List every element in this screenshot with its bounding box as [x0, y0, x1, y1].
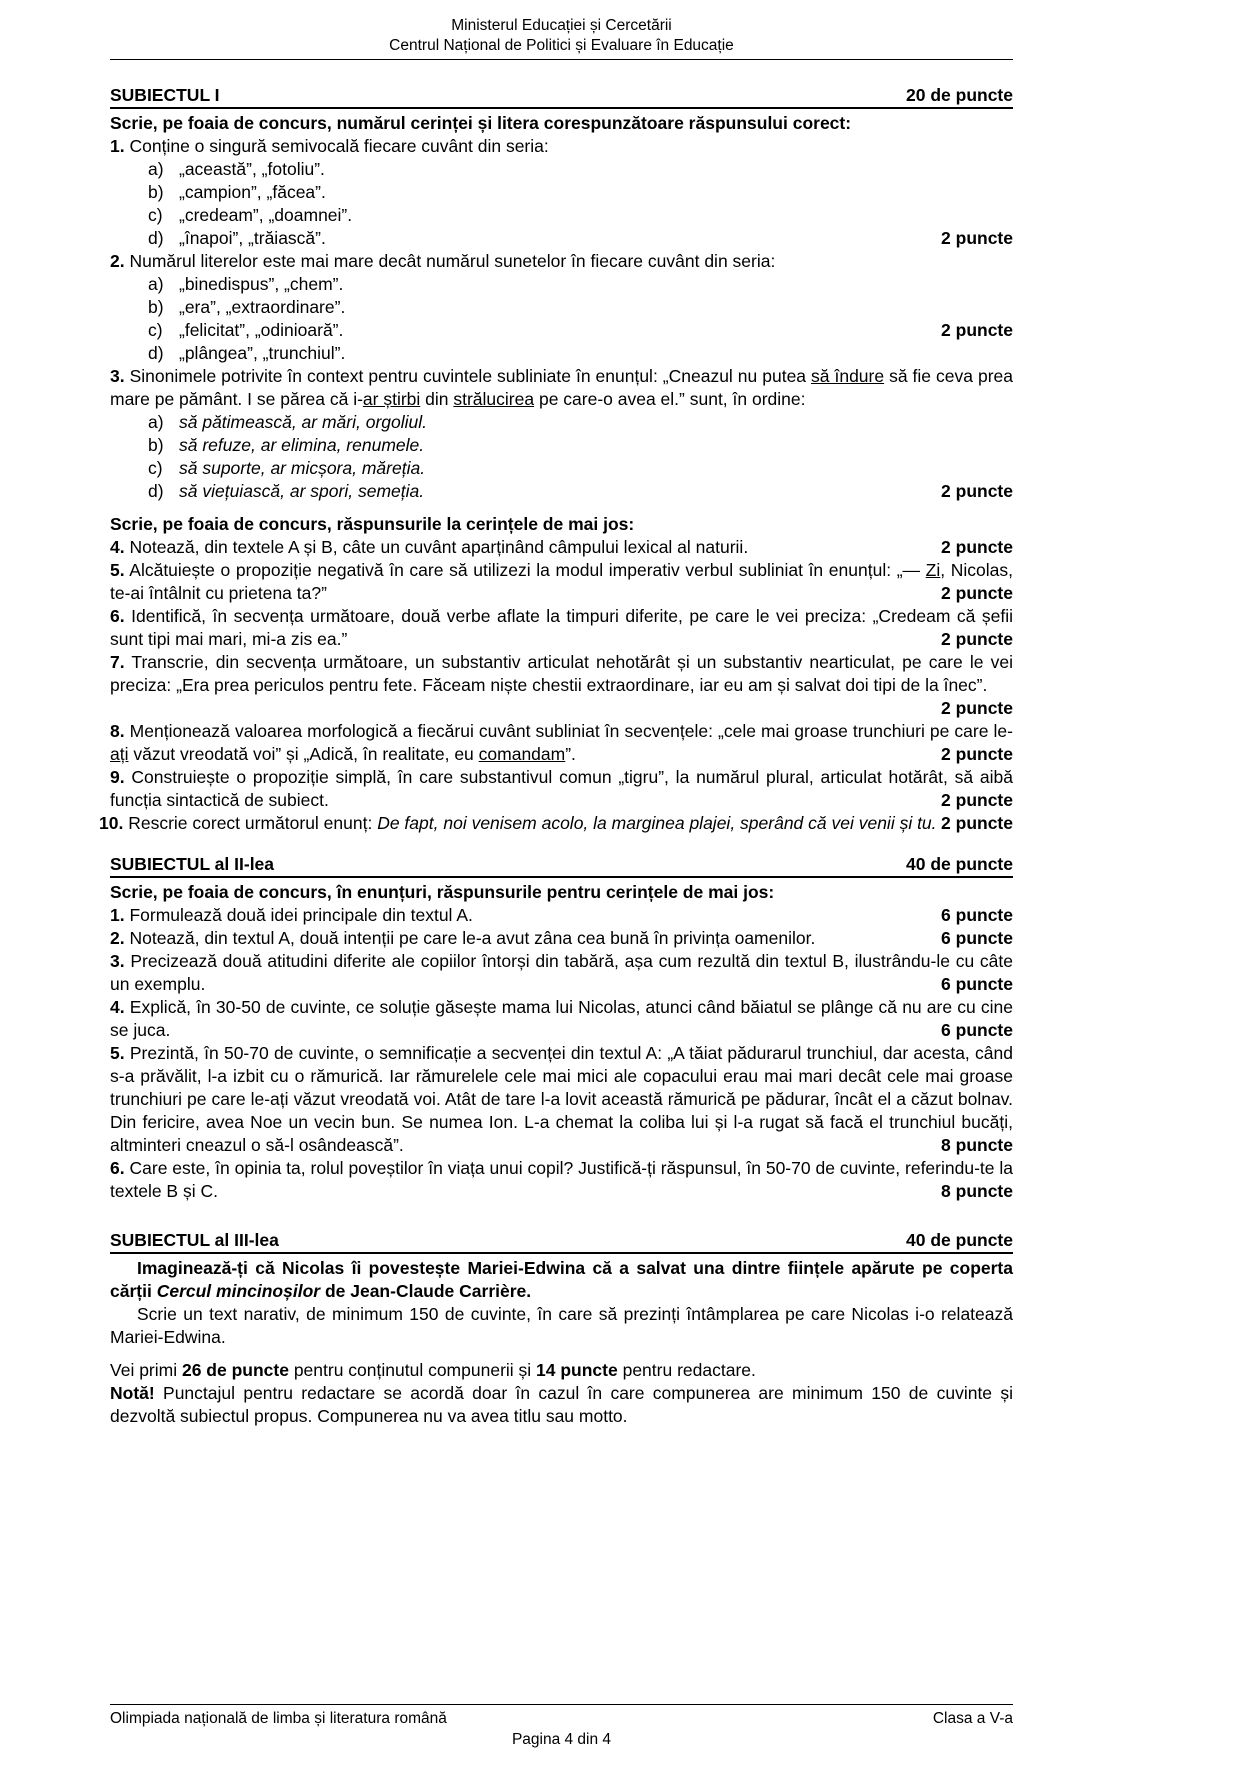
header-center-line: Centrul Național de Politici și Evaluare în Educație: [389, 37, 734, 54]
text-segment: ”.: [565, 744, 576, 764]
question-item: [110, 651, 1013, 720]
option-letter: a): [148, 159, 164, 179]
text-segment: Formulează două idei principale din textul A.: [129, 905, 473, 925]
text-segment: Alcătuiește o propoziție negativă în care să utilizezi la modul imperativ verbul subliniat în enunțul: „—: [129, 560, 926, 580]
option-letter: c): [148, 205, 163, 225]
spacer: [110, 835, 1013, 853]
text-segment: Scrie, pe foaia de concurs, în enunțuri, răspunsurile pentru cerințele de mai jos:: [110, 882, 775, 902]
underlined-text-segment: ați: [110, 744, 129, 764]
text-segment: Construiește o propoziție simplă, în care substantivul comun „tigru”, la numărul plural, articulat hotărât, să aibă funcția sintactică de subiect.: [110, 767, 1013, 810]
text-segment: „înapoi”, „trăiască”.: [179, 228, 326, 248]
spacer: [110, 1203, 1013, 1229]
text-segment: pe care-o avea el.” sunt, în ordine:: [534, 389, 806, 409]
text-segment: Care este, în opinia ta, rolul poveștilor în viața unui copil? Justifică-ți răspunsul, în 50-70 de cuvinte, referindu-te la textele B și C.: [110, 1158, 1013, 1201]
item-number: 6.: [110, 1158, 125, 1178]
answer-option: [110, 273, 1013, 296]
points-label: 2 puncte: [941, 481, 1013, 501]
text-segment: Imaginează-ți că Nicolas îi povestește Mariei-Edwina că a salvat una dintre ființele apărute pe coperta cărții: [110, 1258, 1013, 1301]
points-label: 6 puncte: [941, 905, 1013, 925]
text-segment: să suporte, ar micșora, măreția.: [179, 458, 426, 478]
text-segment: „binedispus”, „chem”.: [179, 274, 344, 294]
points-label: 2 puncte: [941, 629, 1013, 649]
question-item: [110, 536, 1013, 559]
item-number: 8.: [110, 721, 125, 741]
answer-option: [110, 480, 1013, 503]
option-letter: b): [148, 182, 164, 202]
question-item: [110, 135, 1013, 158]
underlined-text-segment: strălucirea: [453, 389, 535, 409]
section-heading: [110, 1229, 1013, 1254]
header-ministry-line: Ministerul Educației și Cercetării: [451, 17, 672, 34]
text-segment: să viețuiască, ar spori, semeția.: [179, 481, 425, 501]
text-segment: văzut vreodată voi” și „Adică, în realitate, eu: [128, 744, 479, 764]
section-heading-title: SUBIECTUL al II-lea: [110, 854, 275, 874]
text-segment: „credeam”, „doamnei”.: [179, 205, 353, 225]
text-segment: 14 puncte: [536, 1360, 618, 1380]
text-segment: Notă!: [110, 1383, 155, 1403]
question-item: [99, 812, 1013, 835]
exam-content: [99, 84, 1014, 1428]
text-segment: să pătimească, ar mări, orgoliul.: [179, 412, 428, 432]
answer-option: [110, 434, 1013, 457]
option-letter: c): [148, 458, 163, 478]
item-number: 3.: [110, 951, 125, 971]
section-heading-points: 20 de puncte: [906, 85, 1013, 105]
points-label: 6 puncte: [941, 974, 1013, 994]
item-number: 5.: [110, 1043, 125, 1063]
text-segment: Menționează valoarea morfologică a fiecărui cuvânt subliniat în secvențele: „cele mai groase trunchiuri pe care le-: [129, 721, 1013, 741]
text-segment: Punctajul pentru redactare se acordă doar în cazul în care compunerea are minimum 150 de cuvinte și dezvoltă subiectul propus. Compunerea nu va avea titlu sau motto.: [110, 1383, 1013, 1426]
paragraph: [110, 1303, 1013, 1349]
option-letter: d): [148, 228, 164, 248]
section-heading: [110, 853, 1013, 878]
text-segment: Cercul mincinoșilor: [156, 1281, 321, 1301]
answer-option: [110, 342, 1013, 365]
text-segment: „felicitat”, „odinioară”.: [179, 320, 344, 340]
text-segment: Identifică, în secvența următoare, două verbe aflate la timpuri diferite, pe care le vei preciza: „Credeam că șefii sunt tipi mai mari, mi-a zis ea.”: [110, 606, 1014, 649]
question-item: [110, 996, 1013, 1042]
text-segment: Sinonimele potrivite în context pentru cuvintele subliniate în enunțul: „Cneazul nu putea: [129, 366, 812, 386]
text-segment: 26 de puncte: [181, 1360, 289, 1380]
paragraph: [110, 1257, 1013, 1303]
section-heading: [110, 84, 1013, 109]
footer-page-number: Pagina 4 din 4: [511, 1731, 612, 1748]
question-item: [110, 1042, 1013, 1157]
item-number: 6.: [110, 606, 125, 626]
underlined-text-segment: ar știrbi: [362, 389, 421, 409]
option-letter: a): [148, 274, 164, 294]
question-item: [110, 1157, 1013, 1203]
item-number: 3.: [110, 366, 125, 386]
text-segment: Scrie, pe foaia de concurs, răspunsurile la cerințele de mai jos:: [110, 514, 635, 534]
footer-grade-label: Clasa a V-a: [932, 1710, 1013, 1727]
points-label: 2 puncte: [941, 320, 1013, 340]
instruction-line: [110, 513, 1013, 536]
answer-option: [110, 227, 1013, 250]
question-item: [110, 250, 1013, 273]
item-number: 4.: [110, 537, 125, 557]
option-letter: a): [148, 412, 164, 432]
item-number: 1.: [110, 136, 125, 156]
document-footer: [110, 1704, 1013, 1750]
text-segment: „era”, „extraordinare”.: [179, 297, 346, 317]
section-heading-title: SUBIECTUL al III-lea: [110, 1230, 279, 1250]
text-segment: Rescrie corect următorul enunț:: [128, 813, 378, 833]
document-header: [110, 16, 1013, 60]
points-label: 6 puncte: [941, 1020, 1013, 1040]
question-item: [110, 927, 1013, 950]
text-segment: Transcrie, din secvența următoare, un substantiv articulat nehotărât și un substantiv nearticulat, pe care le vei preciza: „Era prea periculos pentru fete. Făceam niște chestii extraordinare, iar eu am și salvat doi tipi de la înec”.: [110, 652, 1013, 695]
text-segment: „această”, „fotoliu”.: [179, 159, 325, 179]
text-segment: Notează, din textul A, două intenții pe care le-a avut zâna cea bună în privința oamenilor.: [129, 928, 816, 948]
paragraph: [110, 1359, 1013, 1382]
question-item: [110, 766, 1013, 812]
text-segment: Notează, din textele A și B, câte un cuvânt aparținând câmpului lexical al naturii.: [129, 537, 749, 557]
points-label: 2 puncte: [941, 790, 1013, 810]
option-letter: c): [148, 320, 163, 340]
answer-option: [110, 181, 1013, 204]
answer-option: [110, 158, 1013, 181]
text-segment: „plângea”, „trunchiul”.: [179, 343, 346, 363]
section-heading-title: SUBIECTUL I: [110, 85, 220, 105]
underlined-text-segment: comandam: [478, 744, 566, 764]
text-segment: pentru redactare.: [617, 1360, 756, 1380]
spacer: [110, 503, 1013, 513]
text-segment: de Jean-Claude Carrière.: [320, 1281, 532, 1301]
question-item: [110, 559, 1013, 605]
instruction-line: [110, 112, 1013, 135]
text-segment: Numărul literelor este mai mare decât numărul sunetelor în fiecare cuvânt din seria:: [129, 251, 776, 271]
item-number: 1.: [110, 905, 125, 925]
text-segment: să fie ceva prea mare pe pământ. I se părea că i-: [110, 366, 1013, 409]
answer-option: [110, 296, 1013, 319]
item-number: 4.: [110, 997, 125, 1017]
answer-option: [110, 457, 1013, 480]
text-segment: Scrie un text narativ, de minimum 150 de cuvinte, în care să prezinți întâmplarea pe care Nicolas i-o relatează Mariei-Edwina.: [110, 1304, 1013, 1347]
spacer: [110, 1349, 1013, 1359]
points-label: 2 puncte: [941, 744, 1013, 764]
text-segment: Explică, în 30-50 de cuvinte, ce soluție găsește mama lui Nicolas, atunci când băiatul se plânge că nu are cu cine se juca.: [110, 997, 1013, 1040]
footer-row: [110, 1708, 1013, 1729]
text-segment: , Nicolas, te-ai întâlnit cu prietena ta?”: [110, 560, 1013, 603]
points-label: 2 puncte: [941, 813, 1013, 833]
option-letter: d): [148, 343, 164, 363]
question-item: [110, 720, 1013, 766]
option-letter: d): [148, 481, 164, 501]
text-segment: din: [420, 389, 454, 409]
answer-option: [110, 204, 1013, 227]
footer-olympiad-label: Olimpiada națională de limba și literatura română: [110, 1710, 447, 1727]
question-item: [110, 950, 1013, 996]
text-segment: Precizează două atitudini diferite ale copiilor întorși din tabără, așa cum rezultă din textul B, ilustrându-le cu câte un exemplu.: [110, 951, 1013, 994]
answer-option: [110, 319, 1013, 342]
answer-option: [110, 411, 1013, 434]
section-heading-points: 40 de puncte: [906, 1230, 1013, 1250]
points-label: 2 puncte: [941, 583, 1013, 603]
item-number: 7.: [110, 652, 125, 672]
instruction-line: [110, 881, 1013, 904]
question-item: [110, 365, 1013, 411]
text-segment: Prezintă, în 50-70 de cuvinte, o semnificație a secvenței din textul A: „A tăiat pădurarul trunchiul, dar acesta, când s-a prăvălit, l-a izbit cu o rămurică. Iar rămurelele cele mai mici ale copacului erau mai mari decât cele mai groase trunchiuri pe care le-ați văzut vreodată voi. Atât de tare l-a lovit această rămurică pe pădurar, încât el a căzut bolnav. Din fericire, avea Noe un vecin bun. Se numea Ion. L-a chemat la coliba lui și l-a rugat să facă el trunchiul bucăți, altminteri cneazul o să-l osândească”.: [110, 1043, 1013, 1155]
exam-page: [0, 16, 1241, 1748]
text-segment: „campion”, „făcea”.: [179, 182, 326, 202]
points-label: 2 puncte: [941, 228, 1013, 248]
text-segment: să refuze, ar elimina, renumele.: [179, 435, 425, 455]
section-heading-points: 40 de puncte: [906, 854, 1013, 874]
text-segment: Conține o singură semivocală fiecare cuvânt din seria:: [129, 136, 549, 156]
question-item: [110, 605, 1013, 651]
points-label: 2 puncte: [941, 698, 1013, 718]
text-segment: Vei primi: [110, 1360, 182, 1380]
item-number: 2.: [110, 251, 125, 271]
text-segment: pentru conținutul compunerii și: [288, 1360, 537, 1380]
item-number: 5.: [110, 560, 125, 580]
item-number: 9.: [110, 767, 125, 787]
option-letter: b): [148, 297, 164, 317]
underlined-text-segment: Zi: [925, 560, 941, 580]
underlined-text-segment: să îndure: [811, 366, 885, 386]
text-segment: De fapt, noi venisem acolo, la marginea plajei, sperând că vei venii și tu.: [377, 813, 937, 833]
paragraph: [110, 1382, 1013, 1428]
item-number: 2.: [110, 928, 125, 948]
points-label: 8 puncte: [941, 1181, 1013, 1201]
points-label: 6 puncte: [941, 928, 1013, 948]
points-label: 2 puncte: [941, 537, 1013, 557]
text-segment: Scrie, pe foaia de concurs, numărul cerinței și litera corespunzătoare răspunsului corect:: [110, 113, 852, 133]
option-letter: b): [148, 435, 164, 455]
points-label: 8 puncte: [941, 1135, 1013, 1155]
item-number: 10.: [99, 813, 124, 833]
question-item: [110, 904, 1013, 927]
